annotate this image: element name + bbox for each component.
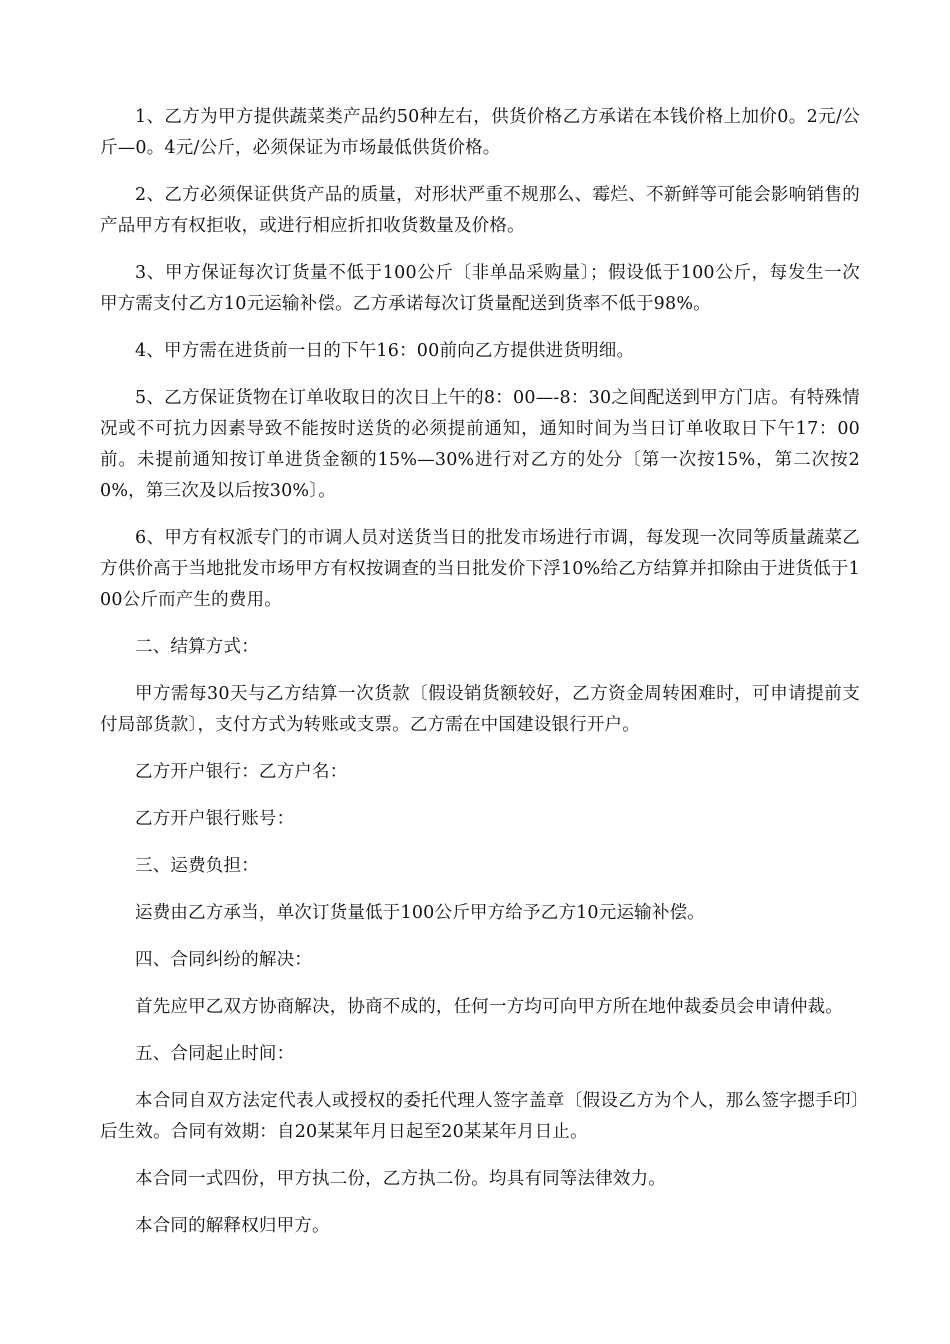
clause-3-order-volume: 3、甲方保证每次订货量不低于100公斤〔非单品采购量〕；假设低于100公斤，每发生一次甲方需支付乙方10元运输补偿。乙方承诺每次订货量配送到货率不低于98%。 [100,263,860,314]
dispute-terms: 首先应甲乙双方协商解决，协商不成的，任何一方均可向甲方所在地仲裁委员会申请仲裁。 [135,997,843,1017]
section-heading-dispute: 四、合同纠纷的解决： [135,950,312,970]
contract-term: 本合同自双方法定代表人或授权的委托代理人签字盖章〔假设乙方为个人，那么签字摁手印〕后生效。合同有效期：自20某某年月日起至20某某年月日止。 [100,1091,860,1142]
section-heading-term: 五、合同起止时间： [135,1044,295,1064]
settlement-terms: 甲方需每30天与乙方结算一次货款〔假设销货额较好，乙方资金周转困难时，可申请提前支付局部货款〕，支付方式为转账或支票。乙方需在中国建设银行开户。 [100,684,860,735]
bank-account-number: 乙方开户银行账号： [135,809,295,829]
clause-4-order-detail: 4、甲方需在进货前一日的下午16：00前向乙方提供进货明细。 [135,341,635,361]
freight-terms: 运费由乙方承当，单次订货量低于100公斤甲方给予乙方10元运输补偿。 [135,903,705,923]
copies-clause: 本合同一式四份，甲方执二份，乙方执二份。均具有同等法律效力。 [135,1169,666,1189]
clause-2-quality: 2、乙方必须保证供货产品的质量，对形状严重不规那么、霉烂、不新鲜等可能会影响销售的产品甲方有权拒收，或进行相应折扣收货数量及价格。 [100,185,860,236]
clause-6-market-survey: 6、甲方有权派专门的市调人员对送货当日的批发市场进行市调，每发现一次同等质量蔬菜乙方供价高于当地批发市场甲方有权按调查的当日批发价下浮10%给乙方结算并扣除由于进货低于100公斤而产生的费用。 [100,528,860,610]
section-heading-freight: 三、运费负担： [135,856,259,876]
clause-5-delivery: 5、乙方保证货物在订单收取日的次日上午的8：00—-8：30之间配送到甲方门店。有特殊情况或不可抗力因素导致不能按时送货的必须提前通知，通知时间为当日订单收取日下午17：00前。未提前通知按订单进货金额的15%—30%进行对乙方的处分〔第一次按15%，第二次按20%，第三次及以后按30%〕。 [100,388,860,501]
section-heading-settlement: 二、结算方式： [135,637,259,657]
document-page [100,102,860,1258]
interpretation-clause: 本合同的解释权归甲方。 [135,1216,330,1236]
bank-account-name: 乙方开户银行：乙方户名： [135,762,348,782]
clause-1-price: 1、乙方为甲方提供蔬菜类产品约50种左右，供货价格乙方承诺在本钱价格上加价0。2元/公斤—0。4元/公斤，必须保证为市场最低供货价格。 [100,107,860,158]
